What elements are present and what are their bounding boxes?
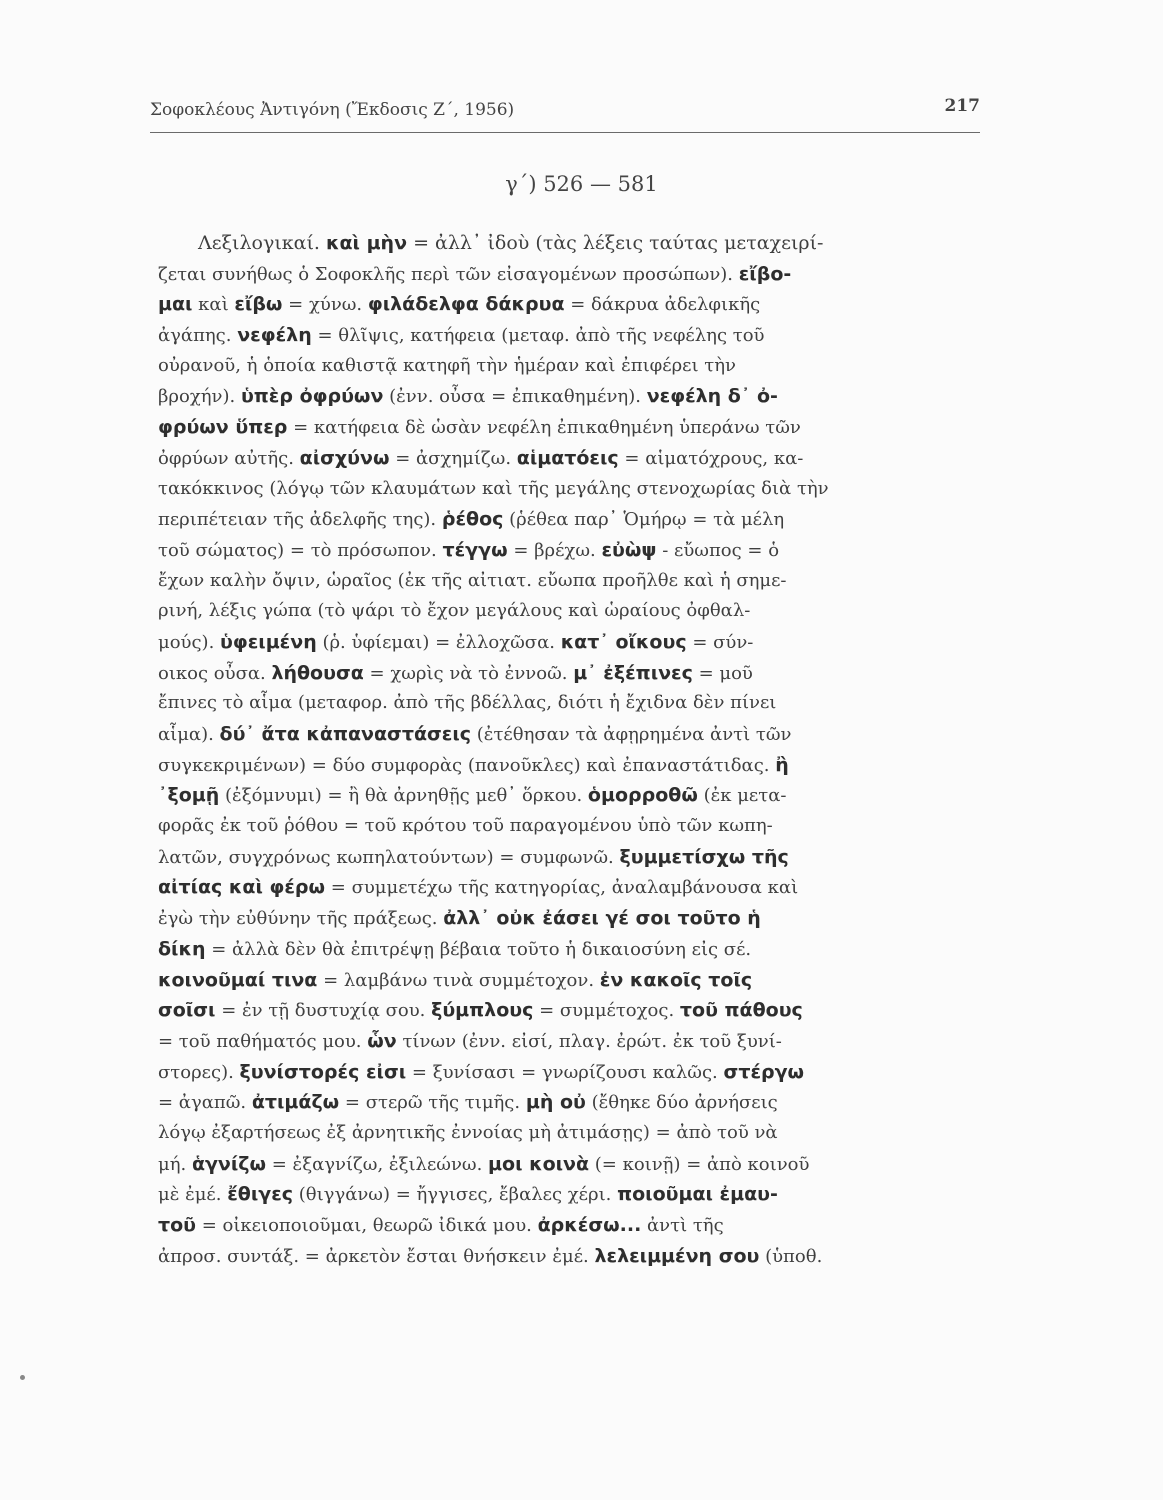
lemma: αἰτίας καὶ φέρω bbox=[158, 876, 326, 899]
gloss-text: (θιγγάνω) = ἤγγισες, ἔβαλες χέρι. bbox=[293, 1184, 618, 1206]
gloss-text: ἔπινες τὸ αἷμα (μεταφορ. ἀπὸ τῆς βδέλλας, διότι ἡ ἔχιδνα δὲν πίνει bbox=[158, 692, 777, 714]
text-line bbox=[158, 995, 990, 1026]
gloss-text: = δάκρυα ἀδελφικῆς bbox=[564, 294, 761, 316]
gloss-text: = τοῦ παθήματός μου. bbox=[158, 1030, 368, 1052]
page-number: 217 bbox=[944, 96, 980, 116]
gloss-text: = στερῶ τῆς τιμῆς. bbox=[339, 1092, 526, 1114]
gloss-text: ρινή, λέξις γώπα (τὸ ψάρι τὸ ἔχον μεγάλους καὶ ὡραίους ὀφθαλ- bbox=[158, 600, 751, 622]
running-title: Σοφοκλέους Ἀντιγόνη (Ἔκδοσις Ζ΄, 1956) bbox=[150, 100, 515, 120]
gloss-text: καὶ bbox=[192, 294, 235, 316]
gloss-text: ζεται συνήθως ὁ Σοφοκλῆς περὶ τῶν εἰσαγομένων προσώπων). bbox=[158, 263, 739, 285]
text-line bbox=[158, 535, 990, 566]
gloss-text: Λεξιλογικαί. bbox=[198, 232, 326, 254]
text-line bbox=[158, 750, 990, 781]
lemma: ποιοῦμαι ἐμαυ- bbox=[617, 1183, 778, 1206]
gloss-text: = ἀλλ᾽ ἰδοὺ (τὰς λέξεις ταύτας μεταχειρί- bbox=[407, 232, 824, 254]
text-line bbox=[158, 289, 990, 320]
text-line bbox=[158, 627, 990, 658]
gloss-text: = βρέχω. bbox=[507, 539, 602, 561]
gloss-text: = σύν- bbox=[686, 631, 754, 653]
gloss-text: (ὑποθ. bbox=[759, 1245, 823, 1267]
gloss-text: = θλῖψις, κατήφεια (μεταφ. ἀπὸ τῆς νεφέλης τοῦ bbox=[311, 325, 765, 347]
gloss-text: ἀντὶ τῆς bbox=[641, 1215, 724, 1236]
text-line bbox=[158, 412, 990, 443]
text-line bbox=[158, 228, 990, 259]
text-line bbox=[158, 443, 990, 474]
gloss-text: περιπέτειαν τῆς ἀδελφῆς της). bbox=[158, 509, 442, 531]
lemma: κατ᾽ οἴκους bbox=[560, 630, 687, 653]
lemma: μοι κοινὰ bbox=[488, 1152, 590, 1175]
text-line bbox=[158, 566, 990, 597]
lemma: ἔθιγες bbox=[227, 1183, 294, 1206]
text-line bbox=[158, 596, 990, 627]
lemma: κοινοῦμαί τινα bbox=[158, 968, 318, 991]
lemma: εὐὼψ bbox=[601, 538, 657, 561]
lemma: δίκη bbox=[158, 937, 206, 960]
gloss-text: = χωρὶς νὰ τὸ ἐννοῶ. bbox=[363, 662, 574, 684]
lemma: φιλάδελφα δάκρυα bbox=[367, 293, 565, 316]
glossary-text bbox=[158, 228, 990, 1271]
lemma: λήθουσα bbox=[271, 661, 364, 684]
lemma: εἴβο- bbox=[738, 262, 792, 285]
lemma: εἴβω bbox=[234, 293, 283, 316]
lemma: ἀρκέσω... bbox=[537, 1214, 642, 1236]
gloss-text: = ἀσχημίζω. bbox=[389, 447, 517, 469]
text-line bbox=[158, 1026, 990, 1057]
gloss-text: ὀφρύων αὐτῆς. bbox=[158, 447, 300, 469]
gloss-text: (ἐκ μετα- bbox=[697, 785, 787, 807]
gloss-text: αἷμα). bbox=[158, 724, 220, 745]
gloss-text: τίνων (ἐνν. εἰσί, πλαγ. ἐρώτ. ἐκ τοῦ ξυνί- bbox=[396, 1030, 782, 1052]
text-line bbox=[158, 474, 990, 505]
lemma: τοῦ bbox=[158, 1214, 197, 1236]
text-line bbox=[158, 1210, 990, 1241]
lemma: ξυμμετίσχω τῆς bbox=[619, 845, 789, 868]
text-line bbox=[158, 504, 990, 535]
gloss-text: - εὔωπος = ὁ bbox=[656, 539, 780, 561]
gloss-text: λατῶν, συγχρόνως κωπηλατούντων) = συμφωνῶ. bbox=[158, 846, 620, 868]
lemma: νεφέλη bbox=[237, 324, 312, 347]
lemma: αἱματόεις bbox=[516, 446, 619, 469]
gloss-text: (ἐνν. οὖσα = ἐπικαθημένη). bbox=[383, 386, 647, 408]
gloss-text: συγκεκριμένων) = δύο συμφορὰς (πανοῦκλες) καὶ ἐπαναστάτιδας. bbox=[158, 754, 776, 776]
lemma: ὑπὲρ ὀφρύων bbox=[240, 385, 384, 408]
text-line bbox=[158, 1057, 990, 1088]
text-line bbox=[158, 842, 990, 873]
gloss-text: (ῥ. ὑφίεμαι) = ἐλλοχῶσα. bbox=[316, 631, 561, 653]
gloss-text: = μοῦ bbox=[692, 662, 753, 684]
gloss-text: ἀπροσ. συντάξ. = ἀρκετὸν ἔσται θνήσκειν ἐμέ. bbox=[158, 1245, 595, 1267]
gloss-text: = χύνω. bbox=[282, 294, 368, 316]
text-line bbox=[158, 688, 990, 719]
text-line bbox=[158, 320, 990, 351]
lemma: δύ᾽ ἄτα κἀπαναστάσεις bbox=[219, 723, 472, 745]
lemma: τέγγω bbox=[442, 538, 508, 561]
gloss-text: (ἐτέθησαν τὰ ἀφῃρημένα ἀντὶ τῶν bbox=[471, 724, 792, 745]
lemma: τοῦ πάθους bbox=[679, 999, 803, 1022]
gloss-text: = ἐξαγνίζω, ἐξιλεώνω. bbox=[266, 1153, 489, 1175]
lemma: ῥέθος bbox=[441, 508, 504, 531]
lemma: ἀτιμάζω bbox=[251, 1091, 340, 1114]
gloss-text: = λαμβάνω τινὰ συμμέτοχον. bbox=[317, 969, 600, 991]
text-line bbox=[158, 351, 990, 382]
text-line bbox=[158, 965, 990, 996]
text-line bbox=[158, 903, 990, 934]
text-line bbox=[158, 658, 990, 689]
lemma: μαι bbox=[158, 293, 193, 316]
lemma: ὁμορροθῶ bbox=[587, 784, 698, 807]
text-line bbox=[158, 872, 990, 903]
lemma: λελειμμένη σου bbox=[594, 1244, 760, 1267]
running-header bbox=[150, 96, 980, 133]
lemma: ἀλλ᾽ οὐκ ἐάσει γέ σοι τοῦτο ἡ bbox=[443, 907, 761, 930]
gloss-text: = οἰκειοποιοῦμαι, θεωρῶ ἰδικά μου. bbox=[196, 1215, 538, 1236]
gloss-text: οὐρανοῦ, ἡ ὁποία καθιστᾷ κατηφῆ τὴν ἡμέραν καὶ ἐπιφέρει τὴν bbox=[158, 354, 736, 376]
gloss-text: = αἱματόχρους, κα- bbox=[618, 447, 804, 469]
gloss-text: μὲ ἐμέ. bbox=[158, 1184, 228, 1206]
gloss-text: τακόκκινος (λόγῳ τῶν κλαυμάτων καὶ τῆς μεγάλης στενοχωρίας διὰ τὴν bbox=[158, 477, 829, 499]
gloss-text: = ἀγαπῶ. bbox=[158, 1092, 252, 1114]
gloss-text: = κατήφεια δὲ ὡσὰν νεφέλη ἐπικαθημένη ὑπεράνω τῶν bbox=[287, 417, 801, 439]
text-line bbox=[158, 1179, 990, 1210]
lemma: ὑφειμένη bbox=[220, 630, 317, 653]
text-line bbox=[158, 1087, 990, 1118]
text-line bbox=[158, 1241, 990, 1272]
text-line bbox=[158, 719, 990, 750]
gloss-text: = ἐν τῇ δυστυχίᾳ σου. bbox=[215, 1000, 432, 1022]
gloss-text: μή. bbox=[158, 1153, 192, 1175]
lemma: στέργω bbox=[723, 1060, 805, 1083]
section-title: γ΄) 526 — 581 bbox=[505, 172, 658, 196]
lemma: μ᾽ ἐξέπινες bbox=[573, 661, 693, 684]
lemma: ἢ bbox=[775, 753, 789, 776]
text-line bbox=[158, 934, 990, 965]
lemma: ἐν κακοῖς τοῖς bbox=[599, 968, 753, 991]
lemma: καὶ μὴν bbox=[326, 232, 408, 254]
text-line bbox=[158, 780, 990, 811]
lemma: νεφέλη δ᾽ ὀ- bbox=[646, 385, 778, 408]
gloss-text: (ῥέθεα παρ᾽ Ὁμήρῳ = τὰ μέλη bbox=[503, 509, 785, 531]
lemma: ὧν bbox=[367, 1029, 397, 1052]
gloss-text: λόγῳ ἐξαρτήσεως ἐξ ἀρνητικῆς ἐννοίας μὴ ἀτιμάσῃς) = ἀπὸ τοῦ νὰ bbox=[158, 1121, 778, 1143]
lemma: ξύμπλους bbox=[431, 999, 534, 1022]
margin-speck bbox=[20, 1375, 25, 1380]
text-line bbox=[158, 381, 990, 412]
gloss-text: τοῦ σώματος) = τὸ πρόσωπον. bbox=[158, 539, 443, 561]
gloss-text: = ἀλλὰ δὲν θὰ ἐπιτρέψῃ βέβαια τοῦτο ἡ δικαιοσύνη εἰς σέ. bbox=[205, 938, 752, 960]
text-line bbox=[158, 811, 990, 842]
gloss-text: = συμμετέχω τῆς κατηγορίας, ἀναλαμβάνουσα καὶ bbox=[325, 877, 799, 899]
gloss-text: στορες). bbox=[158, 1061, 240, 1083]
lemma: φρύων ὕπερ bbox=[158, 416, 288, 439]
gloss-text: ἀγάπης. bbox=[158, 325, 238, 347]
lemma: αἰσχύνω bbox=[299, 446, 390, 469]
lemma: ἁγνίζω bbox=[191, 1152, 267, 1175]
gloss-text: ἔχων καλὴν ὄψιν, ὡραῖος (ἐκ τῆς αἰτιατ. εὔωπα προῆλθε καὶ ἡ σημε- bbox=[158, 569, 787, 591]
text-line bbox=[158, 1118, 990, 1149]
gloss-text: (= κοινῇ) = ἀπὸ κοινοῦ bbox=[589, 1153, 810, 1175]
lemma: σοῖσι bbox=[158, 999, 216, 1022]
gloss-text: βροχήν). bbox=[158, 386, 241, 408]
gloss-text: = ξυνίσασι = γνωρίζουσι καλῶς. bbox=[406, 1061, 724, 1083]
gloss-text: = συμμέτοχος. bbox=[533, 1000, 680, 1022]
text-line bbox=[158, 1149, 990, 1180]
lemma: ᾽ξομῇ bbox=[158, 784, 220, 807]
gloss-text: (ἔθηκε δύο ἀρνήσεις bbox=[585, 1092, 778, 1114]
gloss-text: φορᾶς ἐκ τοῦ ῥόθου = τοῦ κρότου τοῦ παραγομένου ὑπὸ τῶν κωπη- bbox=[158, 815, 773, 837]
gloss-text: οικος οὖσα. bbox=[158, 662, 272, 684]
lemma: ξυνίστορές εἰσι bbox=[239, 1060, 407, 1083]
lemma: μὴ οὐ bbox=[525, 1091, 586, 1114]
gloss-text: μούς). bbox=[158, 631, 221, 653]
gloss-text: (ἐξόμνυμι) = ἢ θὰ ἀρνηθῇς μεθ᾽ ὅρκου. bbox=[219, 785, 588, 807]
gloss-text: ἐγὼ τὴν εὐθύνην τῆς πράξεως. bbox=[158, 908, 444, 930]
text-line bbox=[158, 259, 990, 290]
